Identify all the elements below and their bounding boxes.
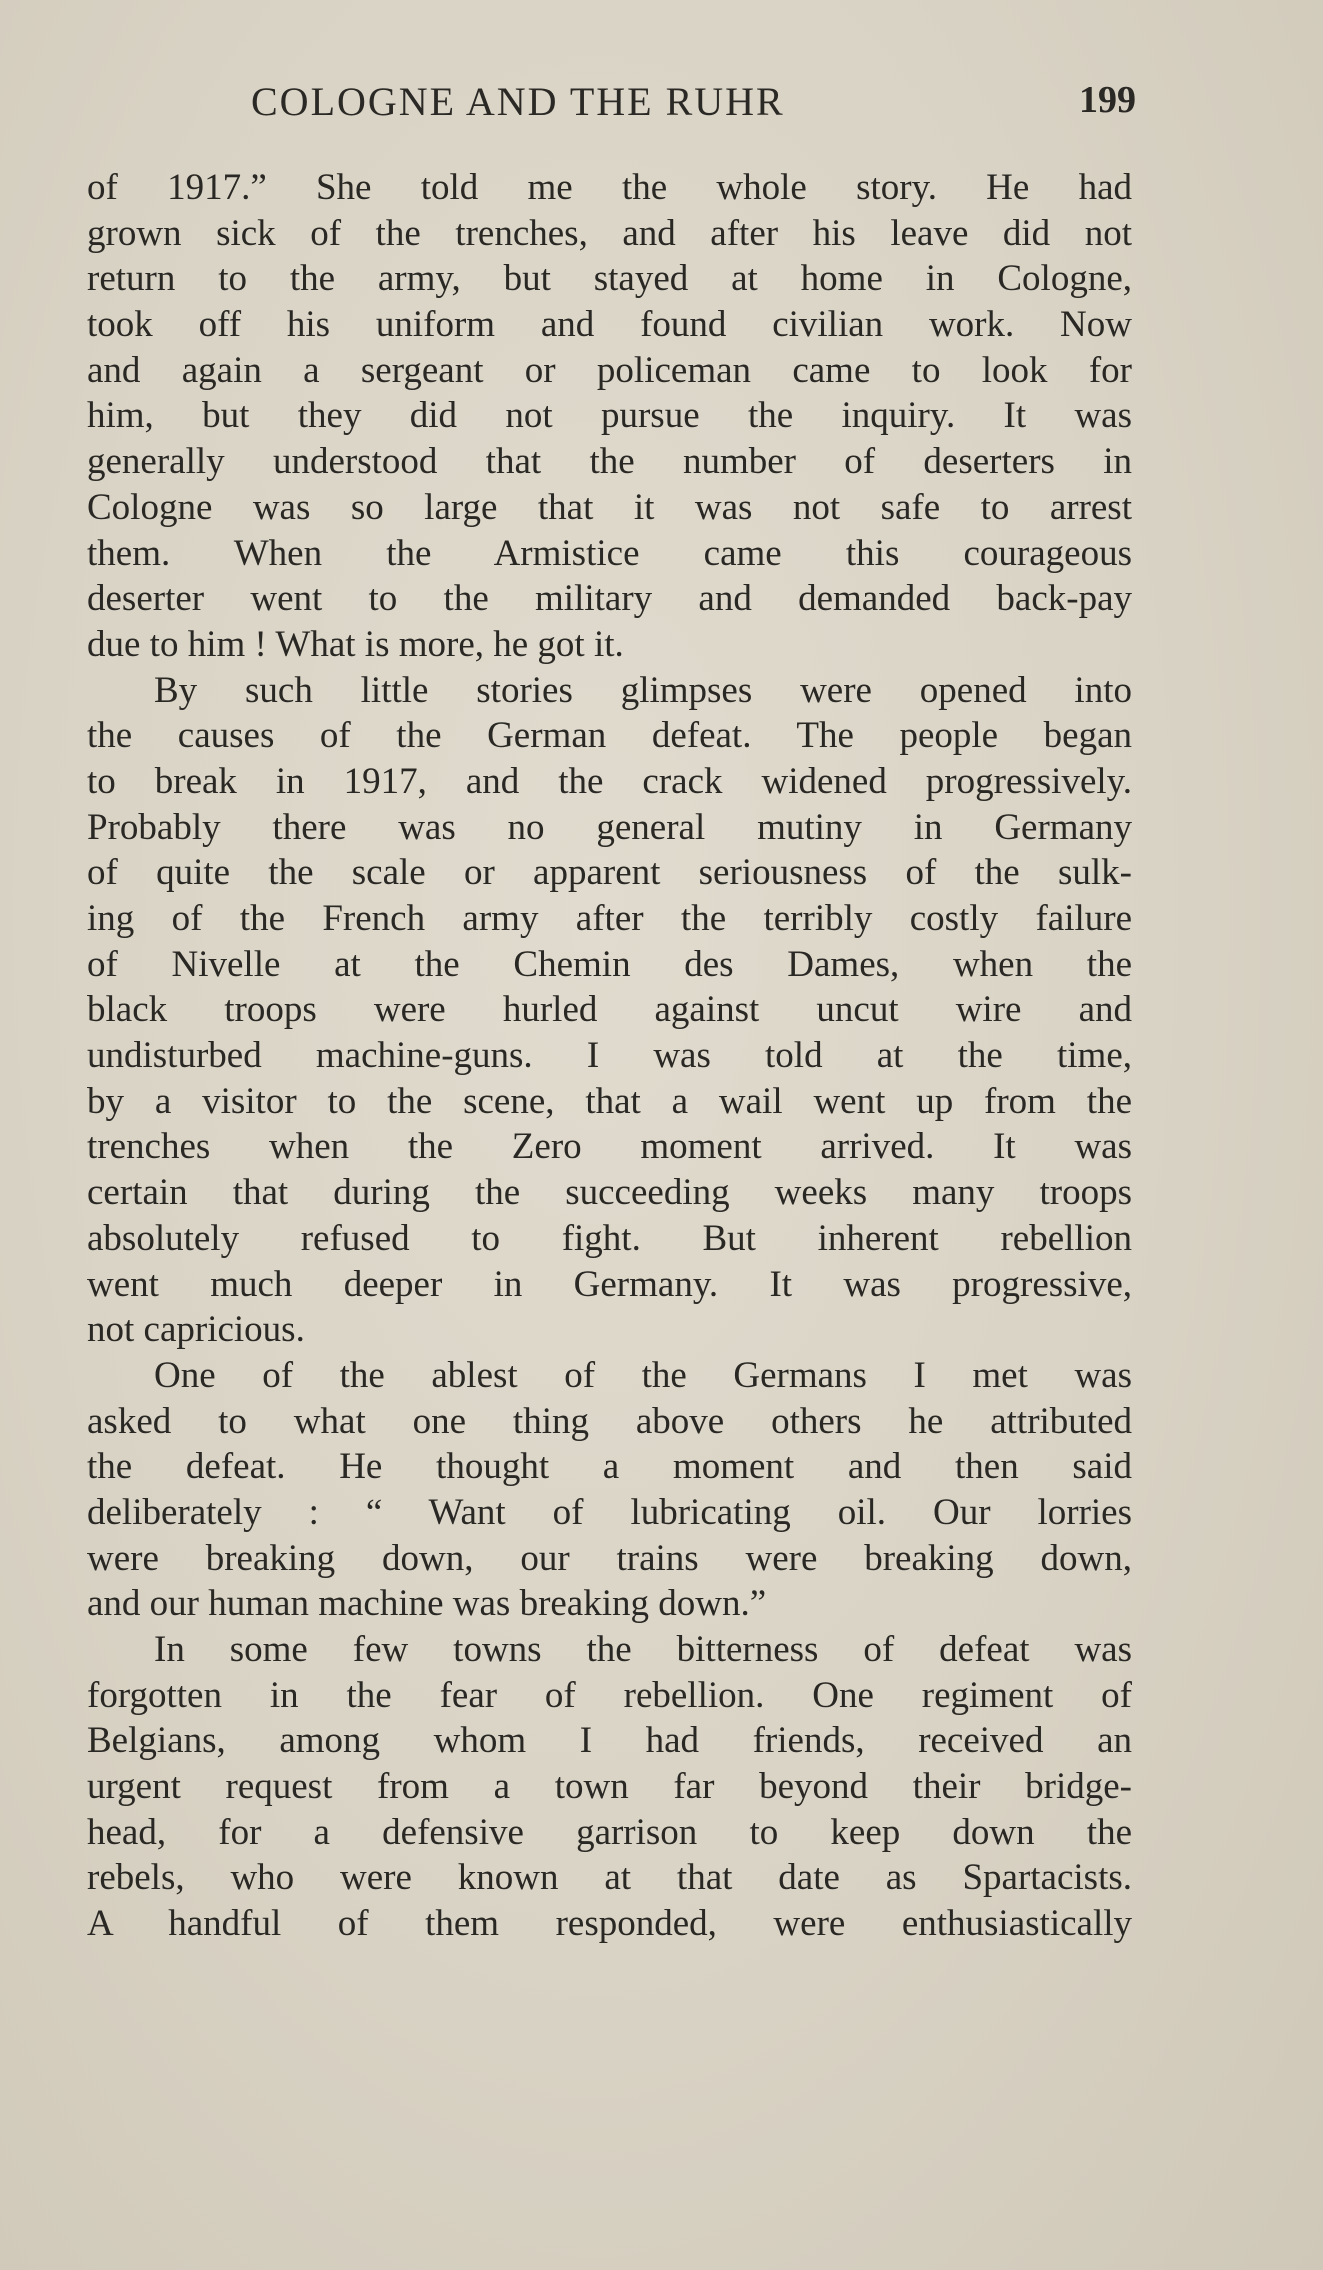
- text-line: of quite the scale or apparent seriousness of the sulk-: [87, 852, 1132, 894]
- text-line: grown sick of the trenches, and after his leave did not: [87, 212, 1132, 254]
- text-line: By such little stories glimpses were opened into: [154, 669, 1132, 711]
- text-line: took off his uniform and found civilian work. Now: [87, 304, 1132, 346]
- text-line: the causes of the German defeat. The people began: [87, 715, 1132, 757]
- text-line: due to him ! What is more, he got it.: [87, 623, 624, 665]
- text-line: Belgians, among whom I had friends, received an: [87, 1720, 1132, 1762]
- running-head: COLOGNE AND THE RUHR: [251, 79, 785, 124]
- text-line: undisturbed machine-guns. I was told at the time,: [87, 1035, 1132, 1077]
- text-line: certain that during the succeeding weeks many troops: [87, 1172, 1132, 1214]
- text-line: urgent request from a town far beyond their bridge-: [87, 1766, 1132, 1808]
- text-line: forgotten in the fear of rebellion. One regiment of: [87, 1674, 1132, 1716]
- text-line: not capricious.: [87, 1309, 305, 1351]
- text-line: the defeat. He thought a moment and then said: [87, 1446, 1132, 1488]
- text-line: of Nivelle at the Chemin des Dames, when the: [87, 943, 1132, 985]
- text-line: A handful of them responded, were enthusiastically: [87, 1903, 1132, 1945]
- text-line: deliberately : “ Want of lubricating oil. Our lorries: [87, 1491, 1132, 1533]
- text-line: Probably there was no general mutiny in Germany: [87, 806, 1132, 848]
- text-line: head, for a defensive garrison to keep down the: [87, 1811, 1132, 1853]
- text-line: by a visitor to the scene, that a wail went up from the: [87, 1080, 1132, 1122]
- page-number: 199: [1079, 79, 1136, 121]
- text-line: asked to what one thing above others he attributed: [87, 1400, 1132, 1442]
- text-line: One of the ablest of the Germans I met was: [154, 1354, 1132, 1396]
- body-text: [87, 165, 1132, 1947]
- text-line: them. When the Armistice came this courageous: [87, 532, 1132, 574]
- text-line: In some few towns the bitterness of defeat was: [154, 1629, 1132, 1670]
- text-line: trenches when the Zero moment arrived. It was: [87, 1126, 1132, 1168]
- text-line: went much deeper in Germany. It was progressive,: [87, 1263, 1132, 1305]
- text-line: deserter went to the military and demanded back-pay: [87, 578, 1132, 620]
- text-line: were breaking down, our trains were breaking down,: [87, 1537, 1132, 1579]
- text-line: black troops were hurled against uncut wire and: [87, 989, 1132, 1031]
- text-line: to break in 1917, and the crack widened progressively.: [87, 760, 1132, 802]
- text-line: and again a sergeant or policeman came to look for: [87, 349, 1132, 391]
- text-line: of 1917.” She told me the whole story. He had: [87, 167, 1132, 208]
- text-line: absolutely refused to fight. But inherent rebellion: [87, 1217, 1132, 1259]
- text-line: and our human machine was breaking down.”: [87, 1583, 767, 1625]
- text-line: generally understood that the number of deserters in: [87, 441, 1132, 483]
- text-line: him, but they did not pursue the inquiry. It was: [87, 395, 1132, 437]
- text-line: Cologne was so large that it was not safe to arrest: [87, 486, 1132, 528]
- page-header: [86, 78, 1136, 138]
- text-line: ing of the French army after the terribly costly failure: [87, 898, 1132, 939]
- text-line: rebels, who were known at that date as Spartacists.: [87, 1857, 1132, 1899]
- text-line: return to the army, but stayed at home in Cologne,: [87, 258, 1132, 300]
